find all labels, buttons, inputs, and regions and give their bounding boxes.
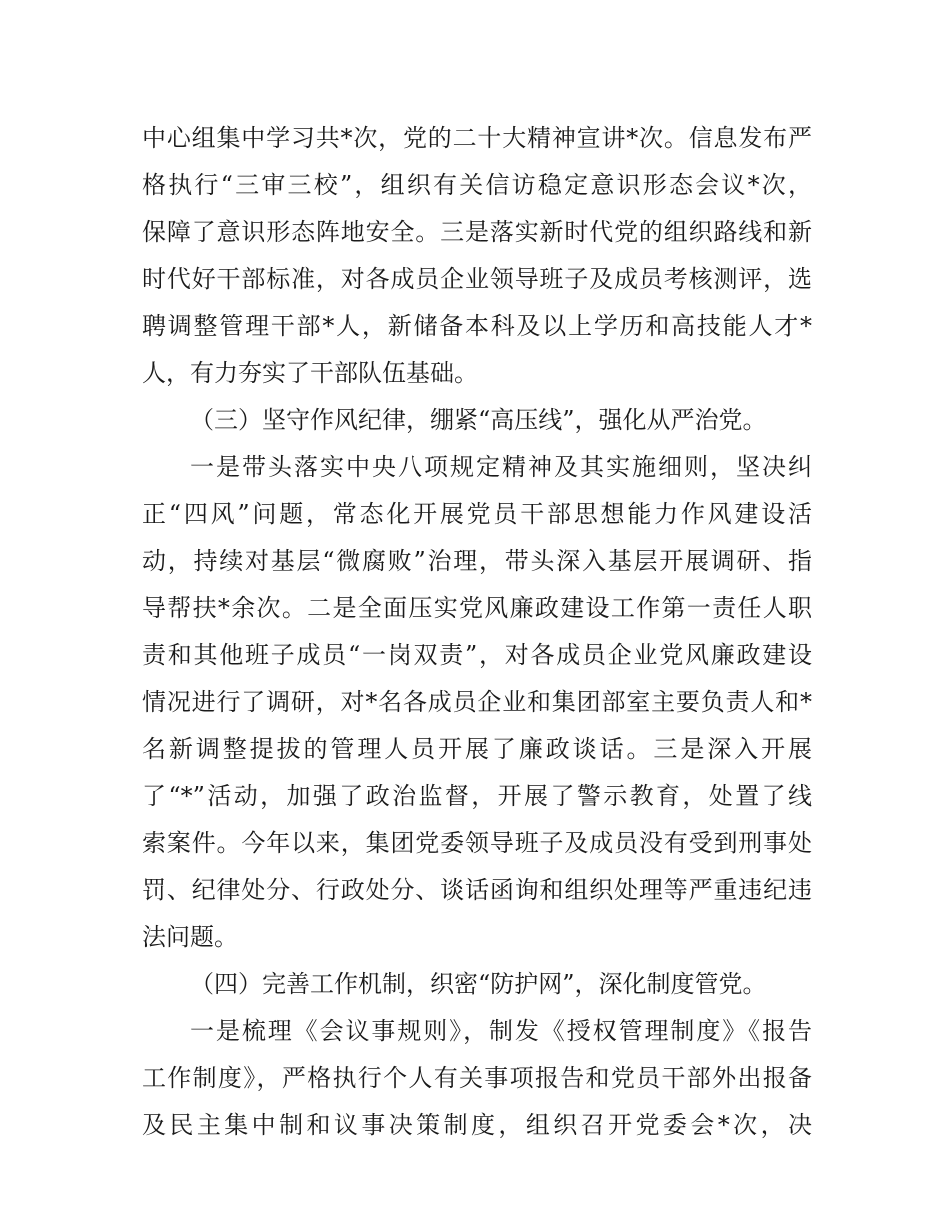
body-text-line: 法问题。 bbox=[142, 923, 238, 951]
body-text-line: 索案件。今年以来，集团党委领导班子及成员没有受到刑事处 bbox=[142, 829, 812, 857]
body-text-line: 一是梳理《会议事规则》，制发《授权管理制度》《报告 bbox=[190, 1017, 812, 1045]
body-text-line: 时代好干部标准，对各成员企业领导班子及成员考核测评，选 bbox=[142, 265, 812, 293]
body-text-line: 责和其他班子成员“一岗双责”，对各成员企业党风廉政建设 bbox=[142, 641, 812, 669]
body-text-line: 正“四风”问题，常态化开展党员干部思想能力作风建设活 bbox=[142, 500, 812, 528]
body-text-line: 格执行“三审三校”，组织有关信访稳定意识形态会议*次， bbox=[142, 171, 812, 199]
body-text-line: 一是带头落实中央八项规定精神及其实施细则，坚决纠 bbox=[190, 453, 812, 481]
body-text-line: 工作制度》，严格执行个人有关事项报告和党员干部外出报备 bbox=[142, 1064, 812, 1092]
body-text-line: 名新调整提拔的管理人员开展了廉政谈话。三是深入开展 bbox=[142, 735, 812, 763]
body-text-line: 聘调整管理干部*人，新储备本科及以上学历和高技能人才* bbox=[142, 312, 812, 340]
body-text-line: 罚、纪律处分、行政处分、谈话函询和组织处理等严重违纪违 bbox=[142, 876, 812, 904]
body-text-line: 情况进行了调研，对*名各成员企业和集团部室主要负责人和* bbox=[142, 688, 812, 716]
section-heading: （三）坚守作风纪律，绷紧“高压线”，强化从严治党。 bbox=[190, 406, 767, 434]
body-text-line: 导帮扶*余次。二是全面压实党风廉政建设工作第一责任人职 bbox=[142, 594, 812, 622]
body-text-line: 动，持续对基层“微腐败”治理，带头深入基层开展调研、指 bbox=[142, 547, 812, 575]
body-text-line: 保障了意识形态阵地安全。三是落实新时代党的组织路线和新 bbox=[142, 218, 812, 246]
body-text-line: 了“*”活动，加强了政治监督，开展了警示教育，处置了线 bbox=[142, 782, 812, 810]
section-heading: （四）完善工作机制，织密“防护网”，深化制度管党。 bbox=[190, 970, 767, 998]
body-text-line: 人，有力夯实了干部队伍基础。 bbox=[142, 359, 478, 387]
body-text-line: 及民主集中制和议事决策制度，组织召开党委会*次，决 bbox=[142, 1111, 812, 1139]
body-text-line: 中心组集中学习共*次，党的二十大精神宣讲*次。信息发布严 bbox=[142, 124, 812, 152]
